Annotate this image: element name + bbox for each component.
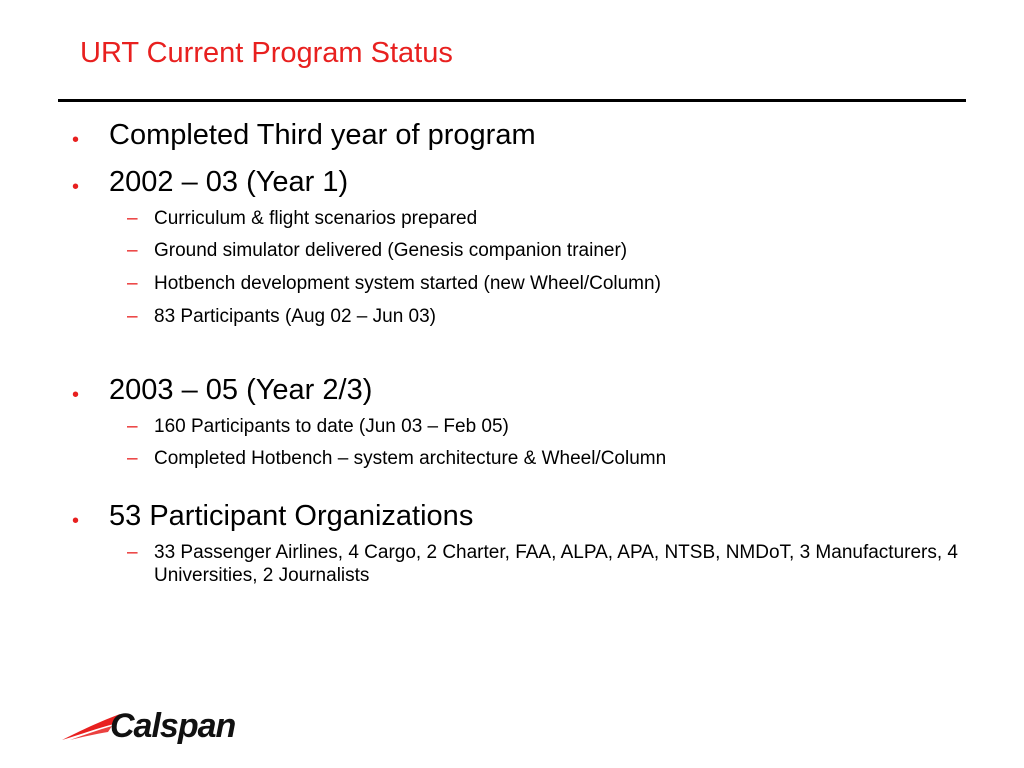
sub-text: 160 Participants to date (Jun 03 – Feb 05) — [154, 415, 509, 437]
sub-item — [72, 240, 972, 263]
sub-marker: – — [127, 541, 138, 563]
sub-text: Ground simulator delivered (Genesis companion trainer) — [154, 240, 628, 262]
bullet-text: 2003 – 05 (Year 2/3) — [109, 373, 373, 406]
bullet-marker: • — [72, 383, 80, 406]
sub-marker: – — [127, 273, 138, 295]
bullet-text: Completed Third year of program — [109, 119, 536, 151]
sub-item — [72, 306, 972, 329]
bullet-list — [72, 118, 972, 588]
sub-text: 83 Participants (Aug 02 – Jun 03) — [154, 305, 437, 327]
bullet-marker: • — [72, 129, 80, 151]
sub-item — [72, 448, 972, 471]
title-divider — [58, 99, 966, 102]
bullet-marker: • — [72, 175, 80, 198]
bullet-text: 53 Participant Organizations — [109, 500, 474, 533]
sub-marker: – — [127, 240, 138, 262]
logo-wordmark: Calspan — [110, 707, 236, 745]
sub-marker: – — [127, 415, 138, 437]
sub-marker: – — [127, 207, 138, 229]
bullet-item-2 — [72, 165, 972, 200]
sub-item — [72, 208, 972, 231]
sub-text: Hotbench development system started (new Wheel/Column) — [154, 273, 661, 295]
slide-title: URT Current Program Status — [80, 37, 453, 69]
bullet-marker: • — [72, 510, 80, 533]
sub-marker: – — [127, 448, 138, 470]
sub-text: Curriculum & flight scenarios prepared — [154, 207, 478, 229]
sub-item — [72, 416, 972, 439]
bullet-item-4 — [72, 499, 972, 534]
sub-marker: – — [127, 305, 138, 327]
sub-text: Completed Hotbench – system architecture & Wheel/Column — [154, 448, 667, 470]
bullet-item-1 — [72, 118, 972, 153]
sub-item — [72, 542, 972, 588]
sub-item — [72, 273, 972, 296]
bullet-item-3 — [72, 373, 972, 408]
sub-text: 33 Passenger Airlines, 4 Cargo, 2 Charter, FAA, ALPA, APA, NTSB, NMDoT, 3 Manufacturers, 4 Universities, 2 Journalists — [154, 541, 958, 586]
bullet-text: 2002 – 03 (Year 1) — [109, 165, 349, 198]
calspan-logo — [60, 706, 250, 746]
